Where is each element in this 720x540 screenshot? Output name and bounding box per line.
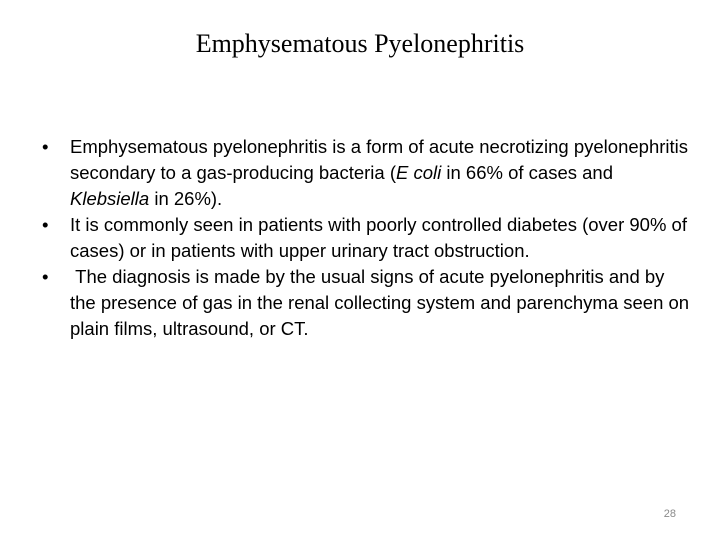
bullet-marker: •	[42, 266, 49, 287]
bullet-text-segment: in 26%).	[149, 188, 223, 209]
bullet-text-segment: in 66% of cases and	[441, 162, 613, 183]
bullet-item	[42, 264, 695, 342]
bullet-text-segment: The diagnosis is made by the usual signs of acute pyelonephritis and by the presence of gas in the renal collecting system and parenchyma seen on plain films, ultrasound, or CT.	[70, 266, 695, 339]
bullet-list	[42, 134, 695, 342]
bullet-text-segment: Emphysematous pyelonephritis is a form of acute necrotizing pyelonephritis secondary to a gas-producing bacteria (	[70, 136, 689, 183]
slide-title: Emphysematous Pyelonephritis	[195, 29, 525, 58]
bullet-marker: •	[42, 136, 49, 157]
bullet-text-segment: It is commonly seen in patients with poorly controlled diabetes (over 90% of cases) or in patients with upper urinary tract obstruction.	[70, 214, 687, 261]
bullet-marker: •	[42, 214, 49, 235]
bullet-item	[42, 134, 692, 212]
bullet-text-italic: Klebsiella	[70, 188, 150, 209]
bullet-item	[42, 212, 692, 264]
bullet-text-italic: E coli	[396, 162, 442, 183]
page-number: 28	[663, 508, 676, 520]
